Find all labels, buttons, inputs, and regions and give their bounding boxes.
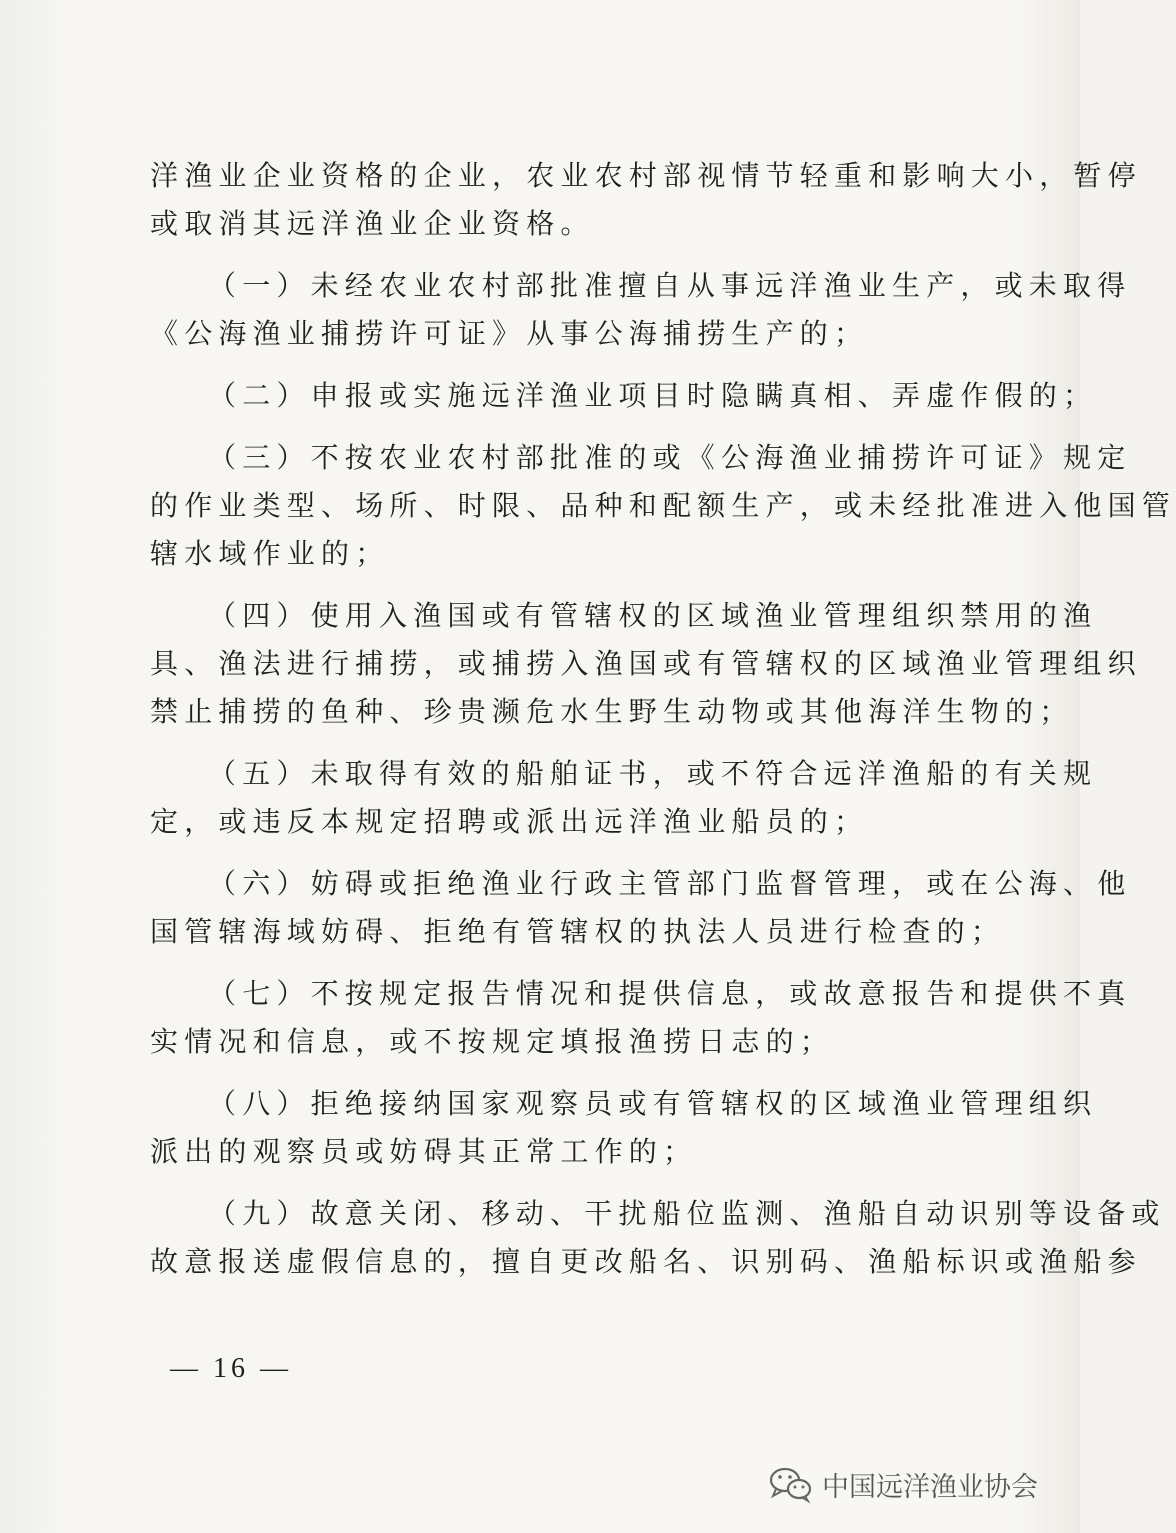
text-line: 禁止捕捞的鱼种、珍贵濒危水生野生动物或其他海洋生物的；	[150, 695, 1074, 728]
text-line: 定，或违反本规定招聘或派出远洋渔业船员的；	[150, 805, 869, 838]
text-line: （九）故意关闭、移动、干扰船位监测、渔船自动识别等设备或	[208, 1197, 1166, 1230]
clause-item	[150, 434, 1176, 578]
text-line: 洋渔业企业资格的企业，农业农村部视情节轻重和影响大小，暂停	[150, 159, 1142, 192]
clause-item	[150, 750, 1098, 846]
text-line: （二）申报或实施远洋渔业项目时隐瞒真相、弄虚作假的；	[208, 379, 1098, 412]
clause-item	[150, 592, 1142, 736]
text-line: 的作业类型、场所、时限、品种和配额生产，或未经批准进入他国管	[150, 489, 1176, 522]
clause-item	[150, 970, 1132, 1066]
text-line: 或取消其远洋渔业企业资格。	[150, 207, 595, 240]
text-line: 辖水域作业的；	[150, 537, 390, 570]
text-line: （七）不按规定报告情况和提供信息，或故意报告和提供不真	[208, 977, 1132, 1010]
watermark-text: 中国远洋渔业协会	[822, 1471, 1038, 1503]
text-line: 派出的观察员或妨碍其正常工作的；	[150, 1135, 698, 1168]
text-line: （三）不按农业农村部批准的或《公海渔业捕捞许可证》规定	[208, 441, 1132, 474]
clause-item	[150, 1080, 1098, 1176]
wechat-icon	[768, 1465, 814, 1503]
clause-item	[150, 262, 1132, 358]
text-line: 国管辖海域妨碍、拒绝有管辖权的执法人员进行检查的；	[150, 915, 1006, 948]
wechat-watermark	[768, 1462, 1038, 1506]
text-line: 《公海渔业捕捞许可证》从事公海捕捞生产的；	[150, 317, 869, 350]
text-line: （四）使用入渔国或有管辖权的区域渔业管理组织禁用的渔	[208, 599, 1098, 632]
document-body	[150, 152, 1176, 1300]
text-line: 实情况和信息，或不按规定填报渔捞日志的；	[150, 1025, 835, 1058]
text-line: 具、渔法进行捕捞，或捕捞入渔国或有管辖权的区域渔业管理组织	[150, 647, 1142, 680]
page-number: — 16 —	[170, 1353, 292, 1384]
text-line: 故意报送虚假信息的，擅自更改船名、识别码、渔船标识或渔船参	[150, 1245, 1142, 1278]
clause-item	[150, 1190, 1166, 1286]
clause-item	[150, 860, 1132, 956]
text-line: （五）未取得有效的船舶证书，或不符合远洋渔船的有关规	[208, 757, 1098, 790]
paragraph-continued	[150, 152, 1142, 248]
text-line: （八）拒绝接纳国家观察员或有管辖权的区域渔业管理组织	[208, 1087, 1098, 1120]
clause-item	[150, 372, 1098, 420]
text-line: （一）未经农业农村部批准擅自从事远洋渔业生产，或未取得	[208, 269, 1132, 302]
text-line: （六）妨碍或拒绝渔业行政主管部门监督管理，或在公海、他	[208, 867, 1132, 900]
